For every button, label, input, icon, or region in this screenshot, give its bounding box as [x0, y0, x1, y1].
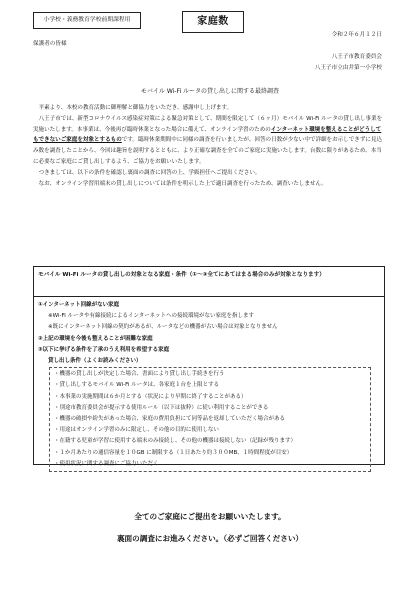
condition-3-title: ③以下に挙げる条件を了承のうえ利用を希望する家庭	[38, 346, 170, 353]
distribution-label: 家庭数	[182, 11, 244, 33]
paragraph-2-b: です。臨時休業期間中に同様の調査を行いましたが、回答の日数が少ない中で詳細をお示しできずに見込み数を調査したことから、今回は趣旨を説明するとともに、より正確な調査を全てのご家庭に実施いたします。台数に限りがあるため、本当に必要なご家庭にご貸し出しするよう、ご協力をお願いいたします。	[33, 137, 383, 165]
sender-board: 八王子市教育委員会	[331, 54, 382, 60]
loan-condition-item: ・在籍する児童が学習に使用する端末のみ接続し、その他の機器は接続しない（記録が残ります）	[54, 438, 297, 445]
loan-condition-item: ・貸し出しするモバイル Wi-Fi ルータは、各家庭１台を上限とする	[54, 382, 220, 389]
closing-request: 全てのご家庭にご提出をお願いいたします。	[134, 512, 286, 521]
conditions-box	[33, 266, 385, 465]
paragraph-1: 平素より、本校の教育活動に御理解と御協力をいただき、感謝申し上げます。	[38, 105, 233, 111]
condition-1-title: ①インターネット回線がない家庭	[38, 302, 120, 308]
sender-school: 八王子市立由井第一小学校	[314, 65, 382, 71]
loan-conditions-list	[49, 367, 371, 472]
paragraph-2-emphasis: インターネット環境を整えることがどうしてもできないご家庭を対象とするもの	[33, 126, 382, 144]
loan-condition-item: ・別途市教育委員会が提示する使用ルール（以下は抜粋）に従い利用することができる	[54, 404, 269, 411]
paragraph-2-a: 八王子市では、新型コロナウイルス感染症対策による緊急対策として、期間を限定して（６ヶ月）モバイル Wi-Fi ルータの貸し出し事業を実施いたします。本事業は、今後再び臨時休業となった場合に備えて、オンライン学習のための	[33, 115, 383, 133]
loan-conditions-title: 貸し出し条件（よくお読みください）	[48, 358, 142, 365]
paragraph-2	[33, 114, 385, 168]
loan-condition-item: ・用途はオンライン学習のみに限定し、その他の目的に使用しない	[54, 427, 219, 434]
closing-instruction: 裏面の調査にお進みください。（必ずご回答ください）	[116, 534, 304, 543]
conditions-body	[38, 300, 380, 472]
condition-1-note-1: ※Wi-Fi ルータや有線接続によるインターネットへの接続環境がない家庭を指します	[48, 313, 254, 320]
addressee: 保護者の皆様	[33, 41, 67, 47]
loan-condition-item: ・機器の破損や紛失があった場合、家庭の費用負担にて同等品を返却していただく場合がある	[54, 416, 285, 423]
document-title: モバイル Wi-Fi ルータの貸し出しに関する最終調査	[140, 88, 280, 95]
condition-1-note-2: ※既にインターネット回線の契約があるが、ルータなどの機器が古い場合は対象となりません	[48, 324, 278, 331]
loan-condition-item: ・本事業の実施期間は６か月とする（状況により早期に終了することがある）	[54, 393, 247, 400]
paragraph-3: つきましては、以下の条件を確認し裏面の調査に回答の上、学級担任へご提出ください。	[38, 169, 261, 176]
conditions-heading: モバイル Wi-Fi ルータの貸し出しの対象となる家庭・条件（①～③全てにあてはまる場合のみが対象となります）	[34, 267, 384, 297]
loan-condition-item: ・１か月あたりの通信容量を１０GB に制限する（１日あたり約３００MB、１時間程度が目安）	[54, 449, 293, 456]
condition-2-title: ②上記の環境を今後も整えることが困難な家庭	[38, 335, 153, 342]
loan-condition-item: ・機器の貸し出しが決定した場合、書面により貸し出し手続きを行う	[54, 371, 225, 378]
paragraph-4: なお、オンライン学習用端末の貸し出しについては条件を明示した上で適日調査を行ったため、調査いたしません。	[38, 180, 327, 187]
loan-condition-item: ・使用状況に関する調査にご協力いただく	[54, 460, 159, 467]
document-date: 令和２年６月１２日	[331, 32, 382, 38]
target-label: 小学校・義務教育学校前期課程用	[33, 12, 141, 29]
body-text	[33, 103, 385, 189]
